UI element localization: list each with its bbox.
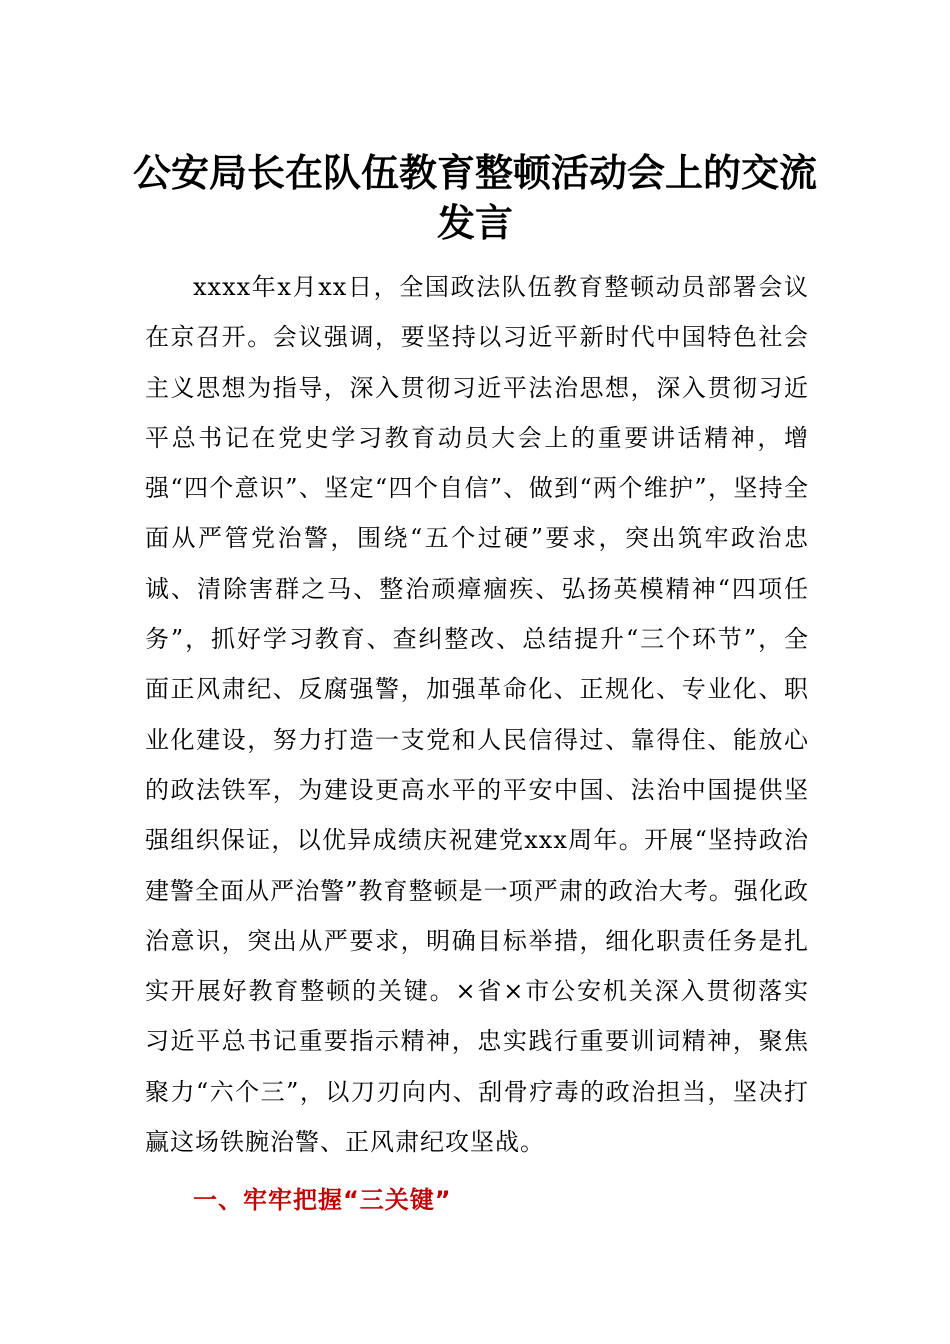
section-heading: 一、牢牢把握“三关键” (193, 1186, 452, 1214)
body-paragraph: xxxx年x月xx日，全国政法队伍教育整顿动员部署会议在京召开。会议强调，要坚持以习近平新时代中国特色社会主义思想为指导，深入贯彻习近平法治思想，深入贯彻习近平总书记在党史学习教育动员大会上的重要讲话精神，增强“四个意识”、坚定“四个自信”、做到“两个维护”，坚持全面从严管党治警，围绕“五个过硬”要求，突出筑牢政治忠诚、清除害群之马、整治顽瘴痼疾、弘扬英模精神“四项任务”，抓好学习教育、查纠整改、总结提升“三个环节”，全面正风肃纪、反腐强警，加强革命化、正规化、专业化、职业化建设，努力打造一支党和人民信得过、靠得住、能放心的政法铁军，为建设更高水平的平安中国、法治中国提供坚强组织保证，以优异成绩庆祝建党xxx周年。开展“坚持政治建警全面从严治警”教育整顿是一项严肃的政治大考。强化政治意识，突出从严要求，明确目标举措，细化职责任务是扎实开展好教育整顿的关键。×省×市公安机关深入贯彻落实习近平总书记重要指示精神，忠实践行重要训词精神，聚焦聚力“六个三”，以刀刃向内、刮骨疗毒的政治担当，坚决打赢这场铁腕治警、正风肃纪攻坚战。 (145, 273, 809, 1157)
document-title (130, 148, 820, 248)
title-line-1: 公安局长在队伍教育整顿活动会上的交流 (132, 150, 817, 195)
title-line-2: 发言 (436, 200, 513, 245)
